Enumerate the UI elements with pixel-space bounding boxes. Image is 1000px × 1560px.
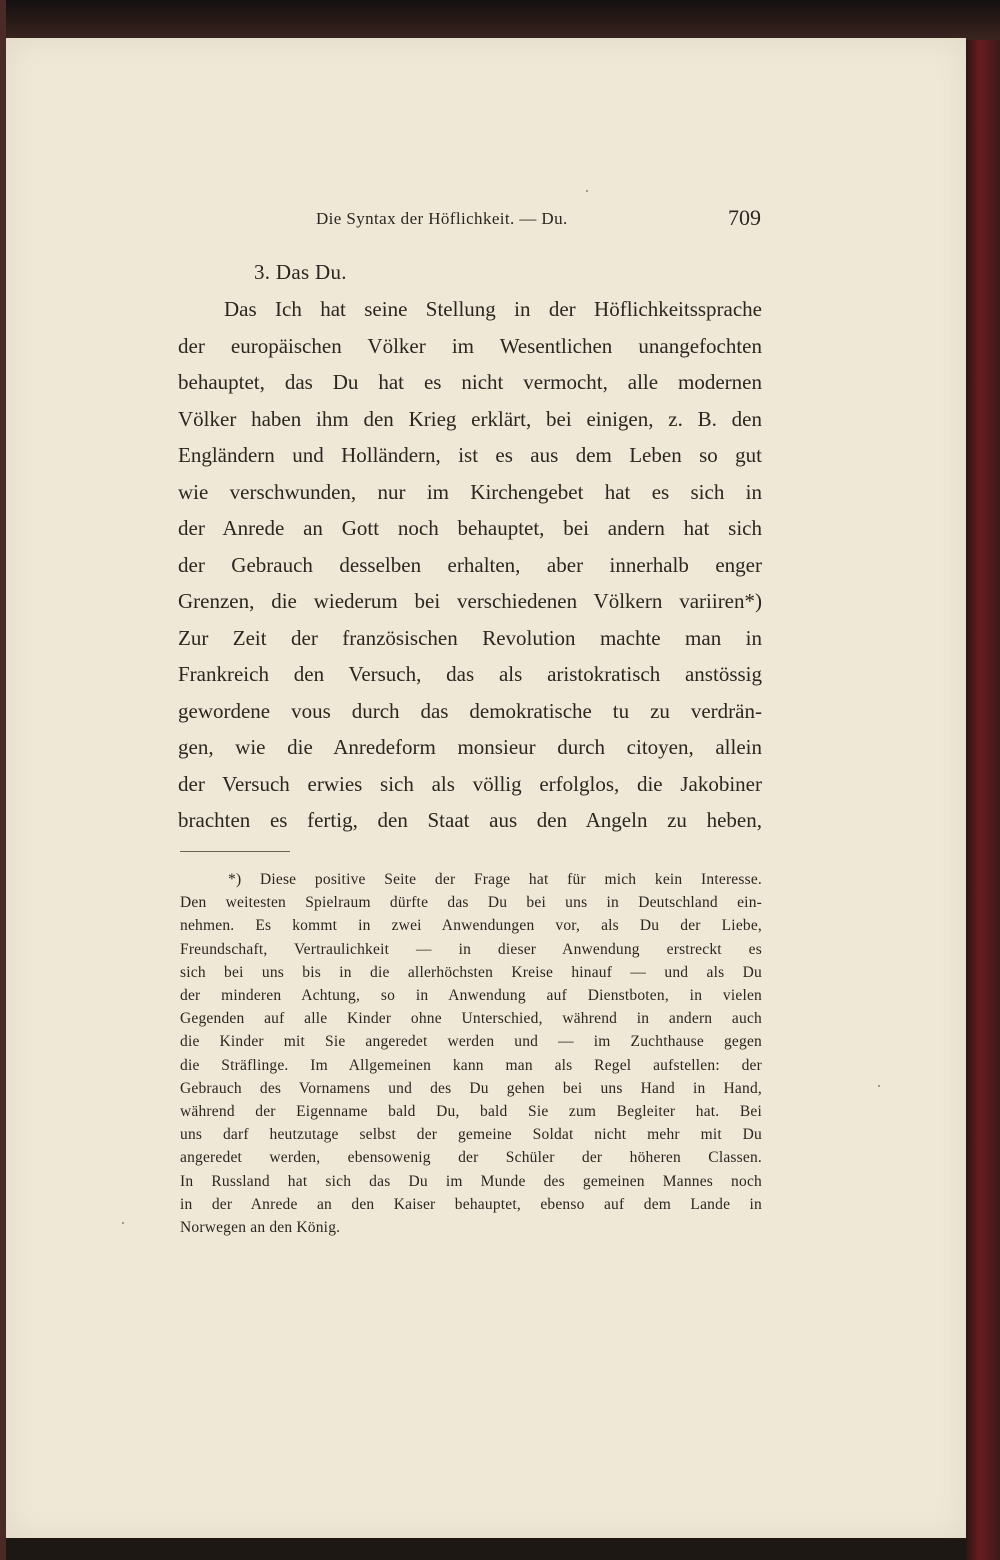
footnote-line: Gegenden auf alle Kinder ohne Unterschied, während in andern auch xyxy=(180,1010,762,1028)
footnote-line: *) Diese positive Seite der Frage hat für mich kein Interesse. xyxy=(228,871,762,888)
footnote-line: während der Eigenname bald Du, bald Sie zum Begleiter hat. Bei xyxy=(180,1103,762,1121)
paper-speck xyxy=(586,190,588,192)
footnote-line: der minderen Achtung, so in Anwendung auf Dienstboten, in vielen xyxy=(180,987,762,1005)
footnote-line: angeredet werden, ebensowenig der Schüler der höheren Classen. xyxy=(180,1149,762,1167)
section-heading: 3. Das Du. xyxy=(254,260,347,284)
footnote-line: Gebrauch des Vornamens und des Du gehen bei uns Hand in Hand, xyxy=(180,1079,762,1097)
body-line: Frankreich den Versuch, das als aristokratisch anstössig xyxy=(178,662,762,686)
body-line: behauptet, das Du hat es nicht vermocht, alle modernen xyxy=(178,370,762,394)
body-line: wie verschwunden, nur im Kirchengebet hat es sich in xyxy=(178,479,762,504)
body-line: brachten es fertig, den Staat aus den Angeln zu heben, xyxy=(178,808,762,832)
footnote-line: die Kinder mit Sie angeredet werden und — im Zuchthause gegen xyxy=(180,1033,762,1051)
body-line: Engländern und Holländern, ist es aus dem Leben so gut xyxy=(178,443,762,467)
footnote-line: Norwegen an den König. xyxy=(180,1219,341,1237)
footnote xyxy=(180,868,762,1239)
book-binding-top xyxy=(0,0,1000,40)
page-number: 709 xyxy=(728,205,761,230)
body-line: Das Ich hat seine Stellung in der Höflichkeitssprache xyxy=(224,297,762,321)
body-line: der europäischen Völker im Wesentlichen unangefochten xyxy=(178,333,762,358)
footnote-line: uns darf heutzutage selbst der gemeine Soldat nicht mehr mit Du xyxy=(180,1126,762,1144)
body-line: gewordene vous durch das demokratische tu zu verdrän- xyxy=(178,698,762,723)
body-line: gen, wie die Anredeform monsieur durch citoyen, allein xyxy=(178,735,762,759)
footnote-divider xyxy=(180,851,290,852)
footnote-line: die Sträflinge. Im Allgemeinen kann man als Regel aufstellen: der xyxy=(180,1056,762,1074)
page-header xyxy=(316,205,761,237)
footnote-line: In Russland hat sich das Du im Munde des gemeinen Mannes noch xyxy=(180,1172,762,1190)
footnote-line: nehmen. Es kommt in zwei Anwendungen vor, als Du der Liebe, xyxy=(180,917,762,935)
paper-speck xyxy=(878,1085,880,1087)
body-line: Grenzen, die wiederum bei verschiedenen Völkern variiren*) xyxy=(178,589,762,613)
body-line: der Anrede an Gott noch behauptet, bei andern hat sich xyxy=(178,516,762,540)
body-line: Völker haben ihm den Krieg erklärt, bei einigen, z. B. den xyxy=(178,406,762,431)
body-line: der Versuch erwies sich als völlig erfolglos, die Jakobiner xyxy=(178,771,762,796)
footnote-line: Freundschaft, Vertraulichkeit — in dieser Anwendung erstreckt es xyxy=(180,940,762,958)
book-binding-right xyxy=(966,40,1000,1560)
body-paragraph xyxy=(178,291,762,839)
footnote-line: in der Anrede an den Kaiser behauptet, ebenso auf dem Lande in xyxy=(180,1195,762,1213)
footnote-line: sich bei uns bis in die allerhöchsten Kreise hinauf — und als Du xyxy=(180,963,762,981)
body-line: Zur Zeit der französischen Revolution machte man in xyxy=(178,625,762,650)
running-head: Die Syntax der Höflichkeit. — Du. xyxy=(316,209,568,228)
body-line: der Gebrauch desselben erhalten, aber innerhalb enger xyxy=(178,552,762,577)
paper-speck xyxy=(122,1222,124,1224)
footnote-line: Den weitesten Spielraum dürfte das Du bei uns in Deutschland ein- xyxy=(180,894,762,912)
